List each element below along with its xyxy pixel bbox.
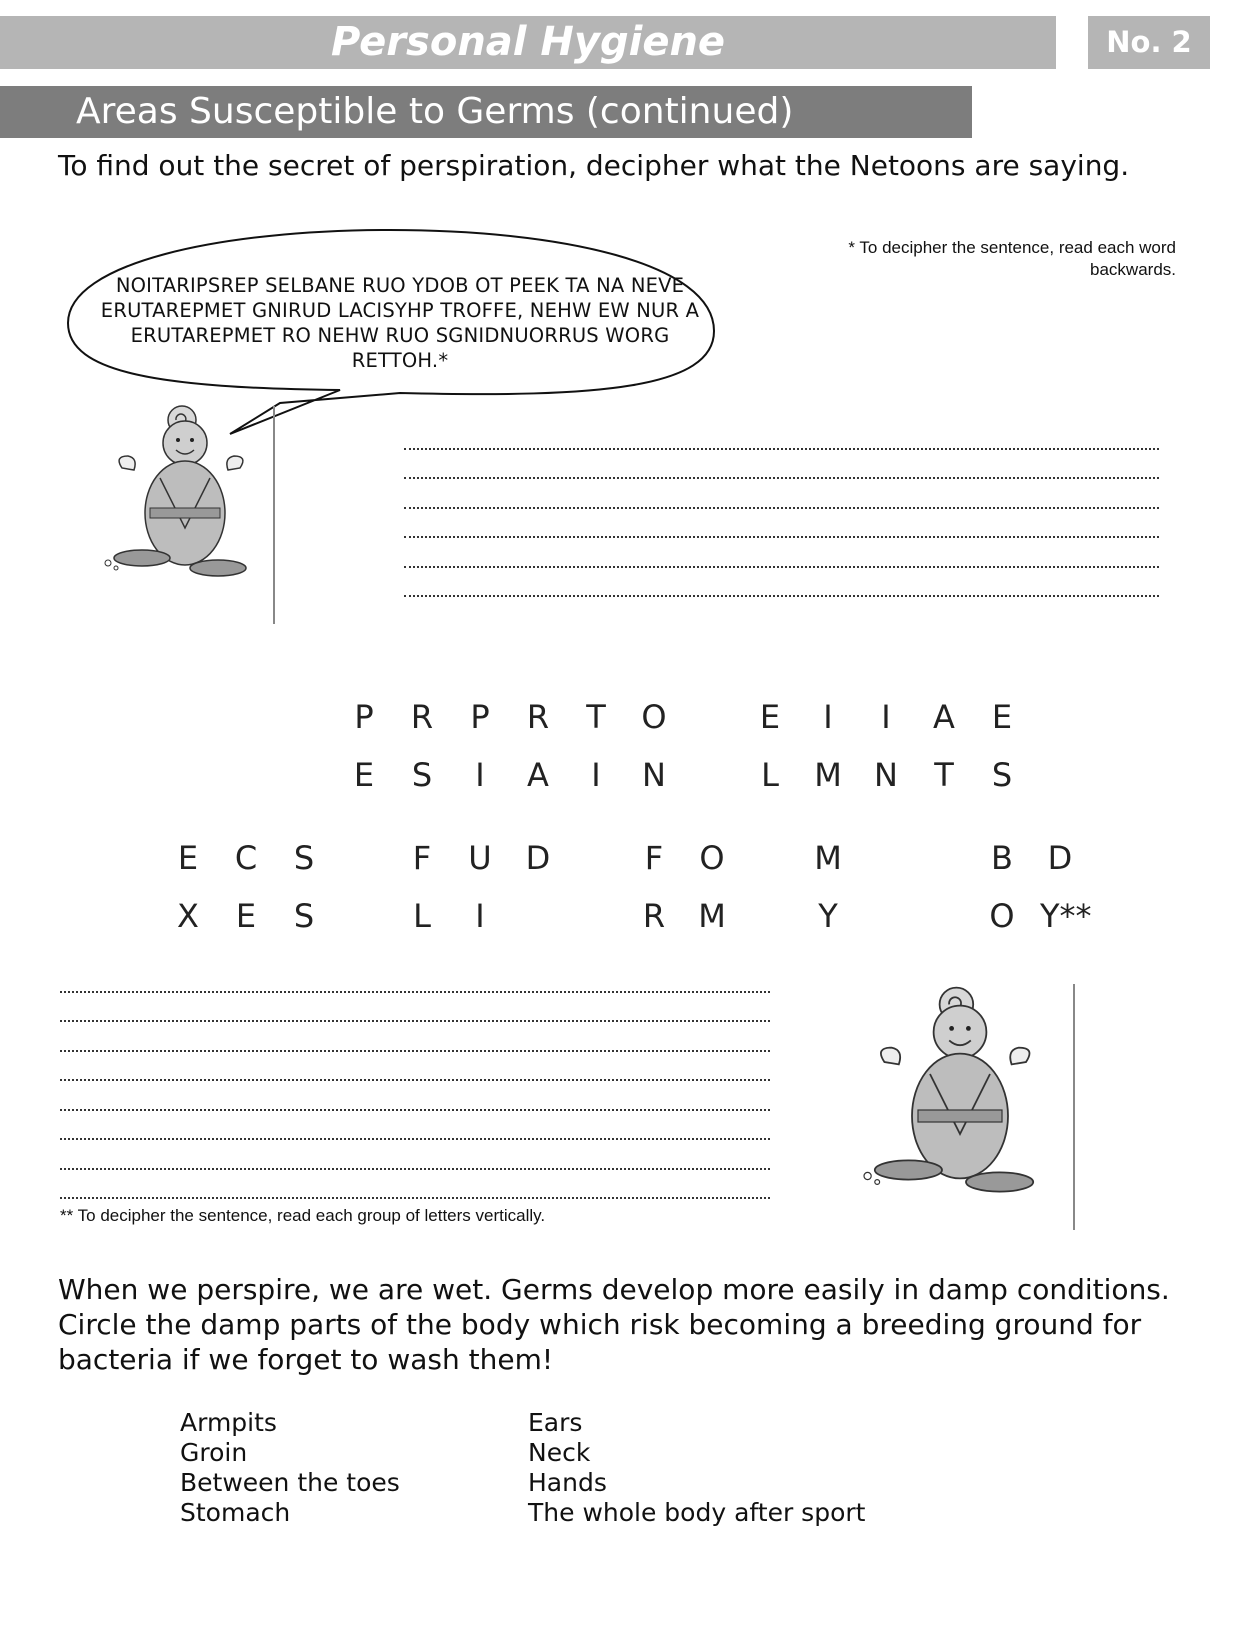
body-part-item[interactable]: Between the toes (180, 1468, 400, 1497)
answer-line[interactable] (60, 1022, 770, 1052)
speech-bubble-text (70, 273, 730, 373)
puzzle-letter: B (991, 839, 1013, 877)
body-parts-list-right (528, 1408, 865, 1528)
puzzle-letter: I (823, 698, 833, 736)
puzzle-letter: S (293, 897, 315, 935)
backwards-note: * To decipher the sentence, read each word backwards. (848, 238, 1176, 279)
puzzle-letter: F (412, 839, 432, 877)
worksheet-number: No. 2 (1088, 16, 1210, 69)
answer-line[interactable] (404, 420, 1159, 450)
puzzle-letter: E (177, 839, 199, 877)
answer-line[interactable] (60, 1081, 770, 1111)
answer-line[interactable] (404, 450, 1159, 480)
puzzle-letter: E (759, 698, 781, 736)
page-title: Personal Hygiene (0, 16, 1056, 69)
puzzle-letter: S (293, 839, 315, 877)
bubble-line: ERUTAREPMET GNIRUD LACISYHP TROFFE, NEHW EW NUR A (100, 299, 700, 322)
puzzle-letter: S (411, 756, 433, 794)
puzzle-letter: O (989, 897, 1015, 935)
body-part-item[interactable]: Neck (528, 1438, 591, 1467)
bubble-line: ERUTAREPMET RO NEHW RUO SGNIDNUORRUS WORG (130, 324, 670, 347)
answer-line[interactable] (404, 479, 1159, 509)
answer-line[interactable] (60, 963, 770, 993)
answer-lines-top[interactable] (404, 420, 1159, 597)
puzzle-letter: I (591, 756, 601, 794)
puzzle-letter: N (874, 756, 898, 794)
body-part-item[interactable]: Ears (528, 1408, 583, 1437)
body-part-item[interactable]: The whole body after sport (528, 1498, 866, 1527)
body-part-item[interactable]: Armpits (180, 1408, 277, 1437)
puzzle-letter: T (934, 756, 954, 794)
puzzle-letter: S (991, 756, 1013, 794)
answer-line[interactable] (60, 1052, 770, 1082)
section-subtitle: Areas Susceptible to Germs (continued) (0, 86, 972, 138)
puzzle-letter: Y (818, 897, 838, 935)
puzzle-letter: T (586, 698, 606, 736)
puzzle-letter: D (525, 839, 551, 877)
puzzle-letter: O (699, 839, 725, 877)
body-part-item[interactable]: Groin (180, 1438, 248, 1467)
body-parts-instruction: When we perspire, we are wet. Germs develop more easily in damp conditions. Circle the damp parts of the body which risk becoming a breeding ground for bacteria if we forget to wash them! (58, 1273, 1170, 1376)
puzzle-letter: E (235, 897, 257, 935)
answer-line[interactable] (404, 538, 1159, 568)
intro-instruction: To find out the secret of perspiration, decipher what the Netoons are saying. (58, 149, 1130, 182)
puzzle-letter: I (475, 897, 485, 935)
bubble-line: RETTOH.* (351, 349, 449, 372)
puzzle-letter: L (413, 897, 431, 935)
puzzle-letter: A (933, 698, 955, 736)
puzzle-letter: F (644, 839, 664, 877)
answer-line[interactable] (60, 1140, 770, 1170)
puzzle-letter: C (234, 839, 258, 877)
puzzle-letter: M (698, 897, 726, 935)
puzzle-letter: R (410, 698, 434, 736)
puzzle-letter: X (177, 897, 199, 935)
puzzle-letter: I (881, 698, 891, 736)
divider-line (273, 406, 275, 624)
puzzle-letter: M (814, 839, 842, 877)
puzzle-letter: L (761, 756, 779, 794)
answer-lines-bottom[interactable] (60, 963, 770, 1199)
puzzle-letter: N (642, 756, 666, 794)
puzzle-letter: O (641, 698, 667, 736)
body-parts-list-left (180, 1408, 400, 1528)
puzzle-letter: E (353, 756, 375, 794)
puzzle-letter: R (526, 698, 550, 736)
puzzle-letter: U (468, 839, 492, 877)
body-part-item[interactable]: Hands (528, 1468, 607, 1497)
puzzle-letter: A (527, 756, 549, 794)
vertical-note: ** To decipher the sentence, read each group of letters vertically. (60, 1206, 546, 1225)
puzzle-letter: P (470, 698, 490, 736)
answer-line[interactable] (404, 509, 1159, 539)
puzzle-letter: D (1047, 839, 1073, 877)
divider-line (1073, 984, 1075, 1230)
answer-line[interactable] (60, 1170, 770, 1200)
netoon-character-icon (855, 978, 1065, 1218)
puzzle-letter: M (814, 756, 842, 794)
body-part-item[interactable]: Stomach (180, 1498, 291, 1527)
puzzle-letter: P (354, 698, 374, 736)
netoon-character-icon (100, 398, 270, 598)
puzzle-letter: I (475, 756, 485, 794)
puzzle-letter: R (642, 897, 666, 935)
puzzle-letter: Y** (1040, 897, 1092, 935)
answer-line[interactable] (60, 1111, 770, 1141)
bubble-line: NOITARIPSREP SELBANE RUO YDOB OT PEEK TA NA NEVE (115, 274, 685, 297)
answer-line[interactable] (60, 993, 770, 1023)
puzzle-letter: E (991, 698, 1013, 736)
answer-line[interactable] (404, 568, 1159, 598)
